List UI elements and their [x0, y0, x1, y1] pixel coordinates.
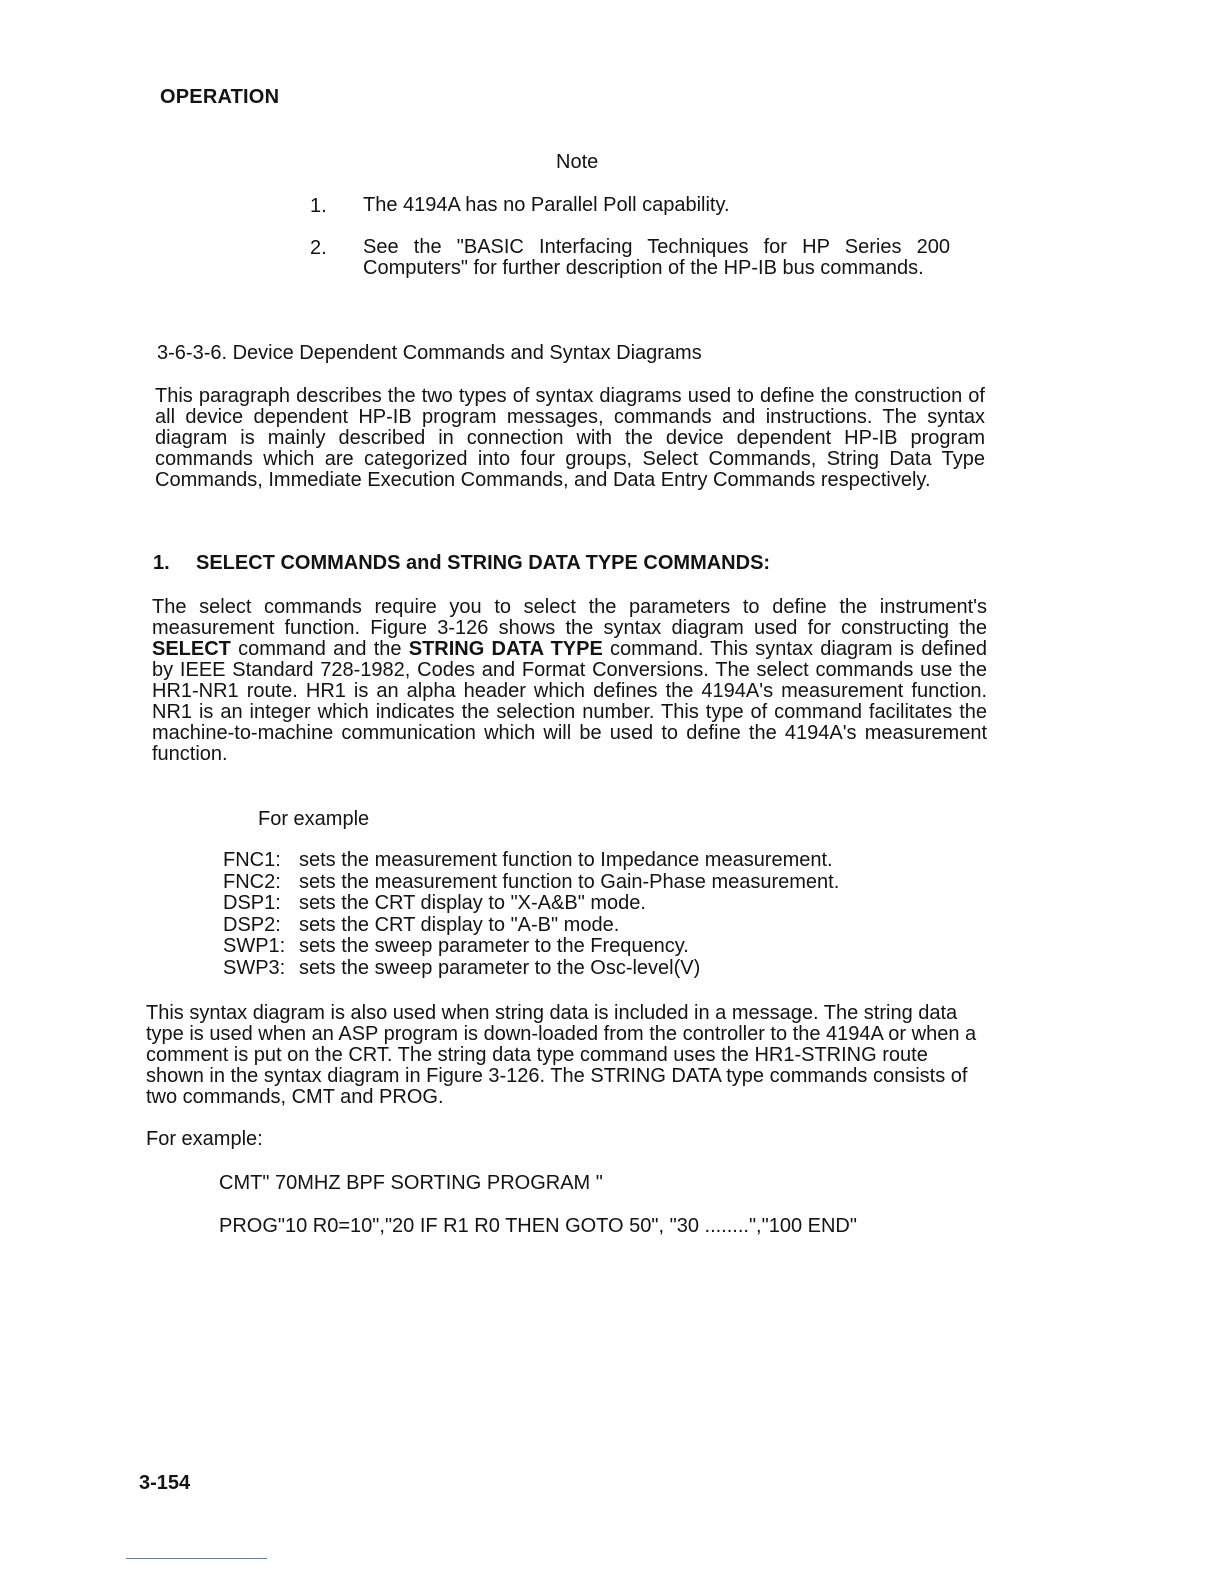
note-item-text: The 4194A has no Parallel Poll capability.: [363, 194, 730, 216]
section-header: OPERATION: [160, 86, 280, 108]
example-desc: sets the measurement function to Gain-Phase measurement.: [299, 870, 840, 893]
body-text: command. This syntax diagram is defined by IEEE Standard 728-1982, Codes and Format Conversions. The select commands use the HR1-NR1 route. HR1 is an alpha header which defines the 4194A's measurement function. NR1 is an integer which indicates the selection number. This type of command facilitates the machine-to-machine communication which will be used to define the 4194A's measurement function.: [152, 638, 987, 765]
note-item-number: 2.: [310, 237, 327, 259]
body-text: command and the: [230, 638, 409, 660]
select-commands-body: [152, 597, 987, 765]
example-code: FNC2:: [223, 870, 281, 893]
example-row: [223, 915, 839, 937]
code-example-prog: PROG"10 R0=10","20 IF R1 R0 THEN GOTO 50", "30 ........","100 END": [219, 1215, 857, 1237]
example-desc: sets the measurement function to Impedance measurement.: [299, 849, 833, 871]
example-row: [223, 893, 839, 915]
example-row: [223, 958, 839, 980]
example-code: DSP1:: [223, 892, 281, 914]
example2-label: For example:: [146, 1128, 263, 1150]
example-list: [223, 850, 839, 979]
note-item-2: [310, 237, 950, 279]
example-code: DSP2:: [223, 913, 281, 936]
bottom-rule: [126, 1558, 267, 1559]
note-item-number: 1.: [310, 195, 327, 217]
string-data-type-keyword: STRING DATA TYPE: [408, 638, 603, 660]
paragraph-body: This paragraph describes the two types of syntax diagrams used to define the construction of all device dependent HP-IB program messages, commands and instructions. The syntax diagram is mainly described in connection with the device dependent HP-IB program commands which are categorized into four groups, Select Commands, String Data Type Commands, Immediate Execution Commands, and Data Entry Commands respectively.: [155, 385, 985, 491]
page-number: 3-154: [139, 1472, 191, 1494]
example-desc: sets the CRT display to "A-B" mode.: [299, 913, 620, 936]
example-desc: sets the sweep parameter to the Osc-level(V): [299, 956, 701, 979]
select-keyword: SELECT: [152, 638, 231, 660]
body-text: The select commands require you to select the parameters to define the instrument's measurement function. Figure 3-126 shows the syntax diagram used for constructing the: [152, 596, 987, 639]
note-title: Note: [556, 151, 599, 173]
example-row: [223, 872, 839, 894]
example-row: [223, 936, 839, 958]
code-example-cmt: CMT" 70MHZ BPF SORTING PROGRAM ": [219, 1172, 603, 1194]
example-desc: sets the CRT display to "X-A&B" mode.: [299, 892, 646, 914]
note-item-text: See the "BASIC Interfacing Techniques for HP Series 200 Computers" for further description of the HP-IB bus commands.: [363, 236, 950, 279]
example-code: SWP3:: [223, 956, 286, 979]
note-item-1: [310, 195, 970, 216]
select-section-heading: [153, 552, 770, 575]
section-title: SELECT COMMANDS and STRING DATA TYPE COMMANDS:: [196, 552, 771, 574]
example-desc: sets the sweep parameter to the Frequency.: [299, 935, 689, 957]
paragraph-heading: 3-6-3-6. Device Dependent Commands and Syntax Diagrams: [157, 342, 702, 364]
string-data-body: This syntax diagram is also used when string data is included in a message. The string data type is used when an ASP program is down-loaded from the controller to the 4194A or when a comment is put on the CRT. The string data type command uses the HR1-STRING route shown in the syntax diagram in Figure 3-126. The STRING DATA type commands consists of two commands, CMT and PROG.: [146, 1002, 977, 1108]
section-number: 1.: [153, 552, 170, 574]
example-code: SWP1:: [223, 935, 286, 957]
example-code: FNC1:: [223, 849, 281, 871]
example-label: For example: [258, 808, 370, 830]
example-row: [223, 850, 839, 872]
